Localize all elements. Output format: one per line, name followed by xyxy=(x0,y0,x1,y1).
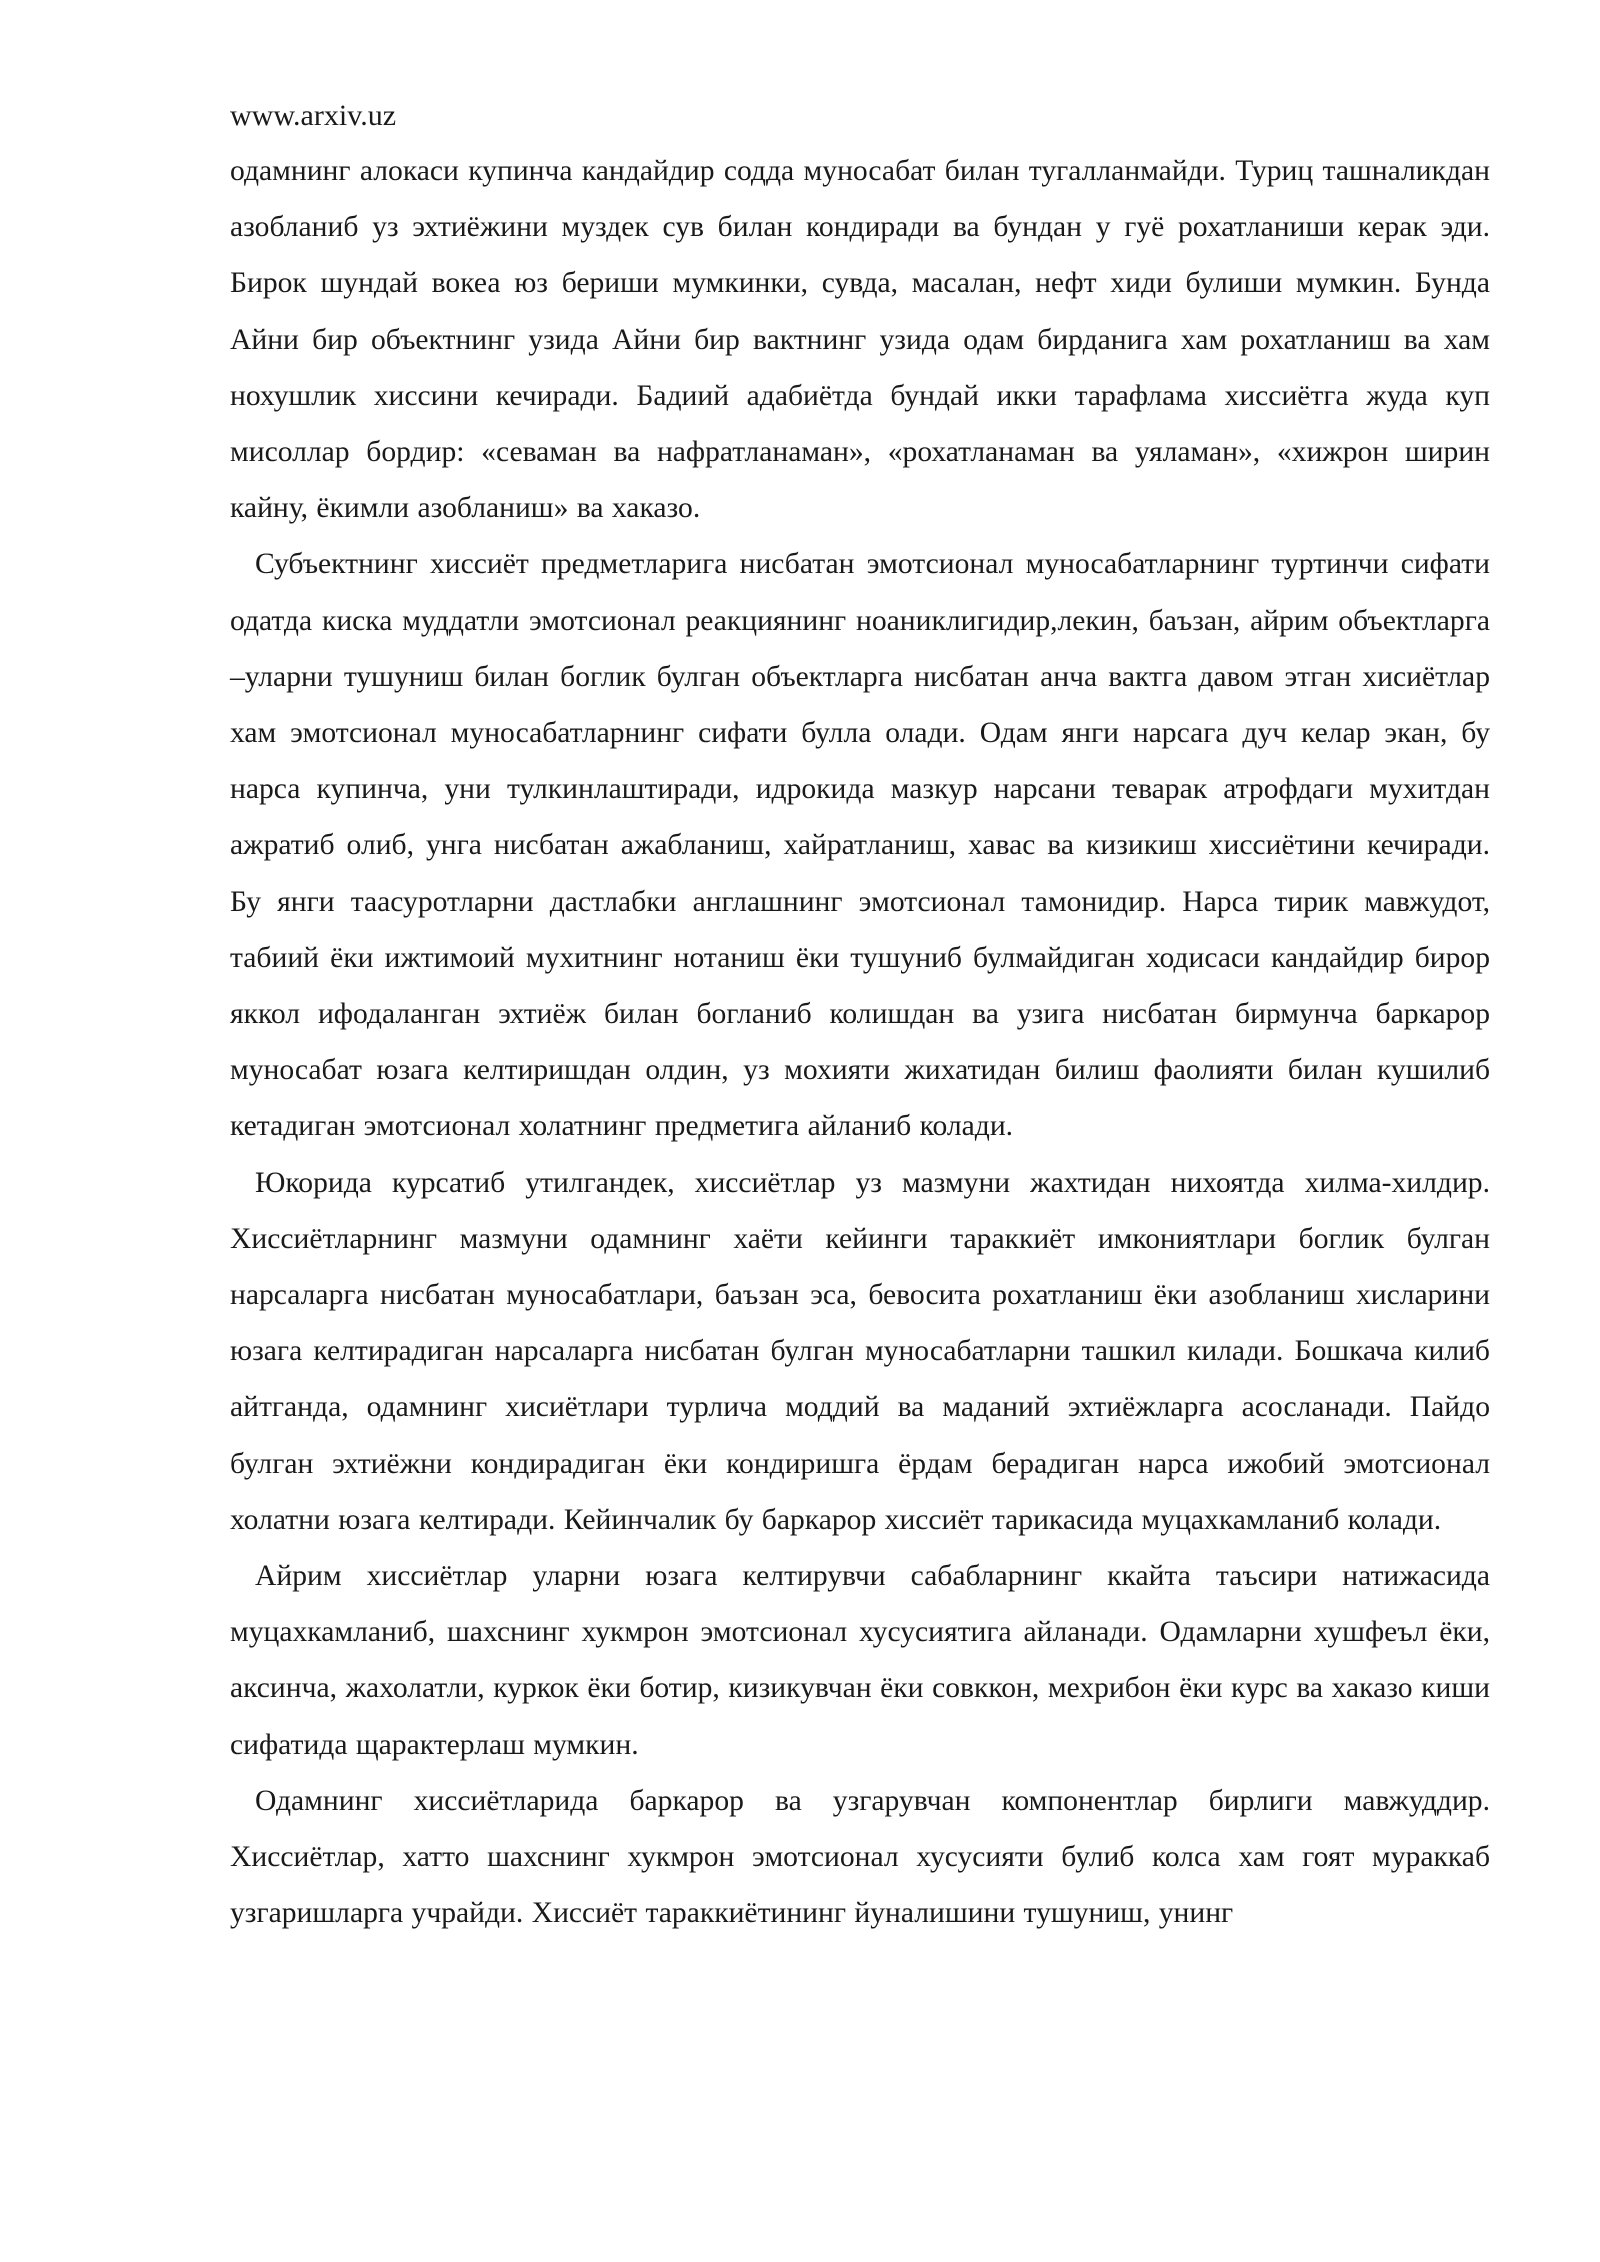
paragraph-4: Айрим хиссиётлар уларни юзага келтирувчи сабабларнинг ккайта таъсири натижасида муцахкамланиб, шахснинг хукмрон эмотсионал хусусиятига айланади. Одамларни хушфеъл ёки, аксинча, жахолатли, куркок ёки ботир, кизикувчан ёки совккон, мехрибон ёки курс ва хаказо киши сифатида щарактерлаш мумкин. xyxy=(230,1560,1490,1761)
paragraph-3: Юкорида курсатиб утилгандек, хиссиётлар уз мазмуни жахтидан нихоятда хилма-хилдир. Хиссиётларнинг мазмуни одамнинг хаёти кейинги тараккиёт имкониятлари боглик булган нарсаларга нисбатан муносабатлари, баъзан эса, бевосита рохатланиш ёки азобланиш хисларини юзага келтирадиган нарсаларга нисбатан булган муносабатларни ташкил килади. Бошкача килиб айтганда, одамнинг хисиётлари турлича моддий ва маданий эхтиёжларга асосланади. Пайдо булган эхтиёжни кондирадиган ёки кондиришга ёрдам берадиган нарса ижобий эмотсионал холатни юзага келтиради. Кейинчалик бу баркарор хиссиёт тарикасида муцахкамланиб колади. xyxy=(230,1166,1490,1536)
paragraph-1: одамнинг алокаси купинча кандайдир содда муносабат билан тугалланмайди. Туриц ташналикдан азобланиб уз эхтиёжини муздек сув билан кондиради ва бундан у гуё рохатланиши керак эди. Бирок шундай вокеа юз бериши мумкинки, сувда, масалан, нефт хиди булиши мумкин. Бунда Айни бир объектнинг узида Айни бир вактнинг узида одам бирданига хам рохатланиш ва хам нохушлик хиссини кечиради. Бадиий адабиётда бундай икки тарафлама хиссиётга жуда куп мисоллар бордир: «севаман ва нафратланаман», «рохатланаман ва уяламан», «хижрон ширин кайну, ёкимли азобланиш» ва хаказо. xyxy=(230,155,1490,525)
paragraph-5: Одамнинг хиссиётларида баркарор ва узгарувчан компонентлар бирлиги мавжуддир. Хиссиётлар, хатто шахснинг хукмрон эмотсионал хусусияти булиб колса хам гоят мураккаб узгаришларга учрайди. Хиссиёт тараккиётининг йуналишини тушуниш, унинг xyxy=(230,1784,1490,1930)
paragraph-2: Субъектнинг хиссиёт предметларига нисбатан эмотсионал муносабатларнинг туртинчи сифати одатда киска муддатли эмотсионал реакциянинг ноаниклигидир,лекин, баъзан, айрим объектларга –уларни тушуниш билан боглик булган объектларга нисбатан анча вактга давом этган хисиётлар хам эмотсионал муносабатларнинг сифати булла олади. Одам янги нарсага дуч келар экан, бу нарса купинча, уни тулкинлаштиради, идрокида мазкур нарсани теварак атрофдаги мухитдан ажратиб олиб, унга нисбатан ажабланиш, хайратланиш, хавас ва кизикиш хиссиётини кечиради. Бу янги таасуротларни дастлабки англашнинг эмотсионал тамонидир. Нарса тирик мавжудот, табиий ёки ижтимоий мухитнинг нотаниш ёки тушуниб булмайдиган ходисаси кандайдир бирор яккол ифодаланган эхтиёж билан богланиб колишдан ва узига нисбатан бирмунча баркарор муносабат юзага келтиришдан олдин, уз мохияти жихатидан билиш фаолияти билан кушилиб кетадиган эмотсионал холатнинг предметига айланиб колади. xyxy=(230,548,1490,1143)
document-body xyxy=(230,143,1490,1942)
site-header-url: www.arxiv.uz xyxy=(230,99,397,132)
